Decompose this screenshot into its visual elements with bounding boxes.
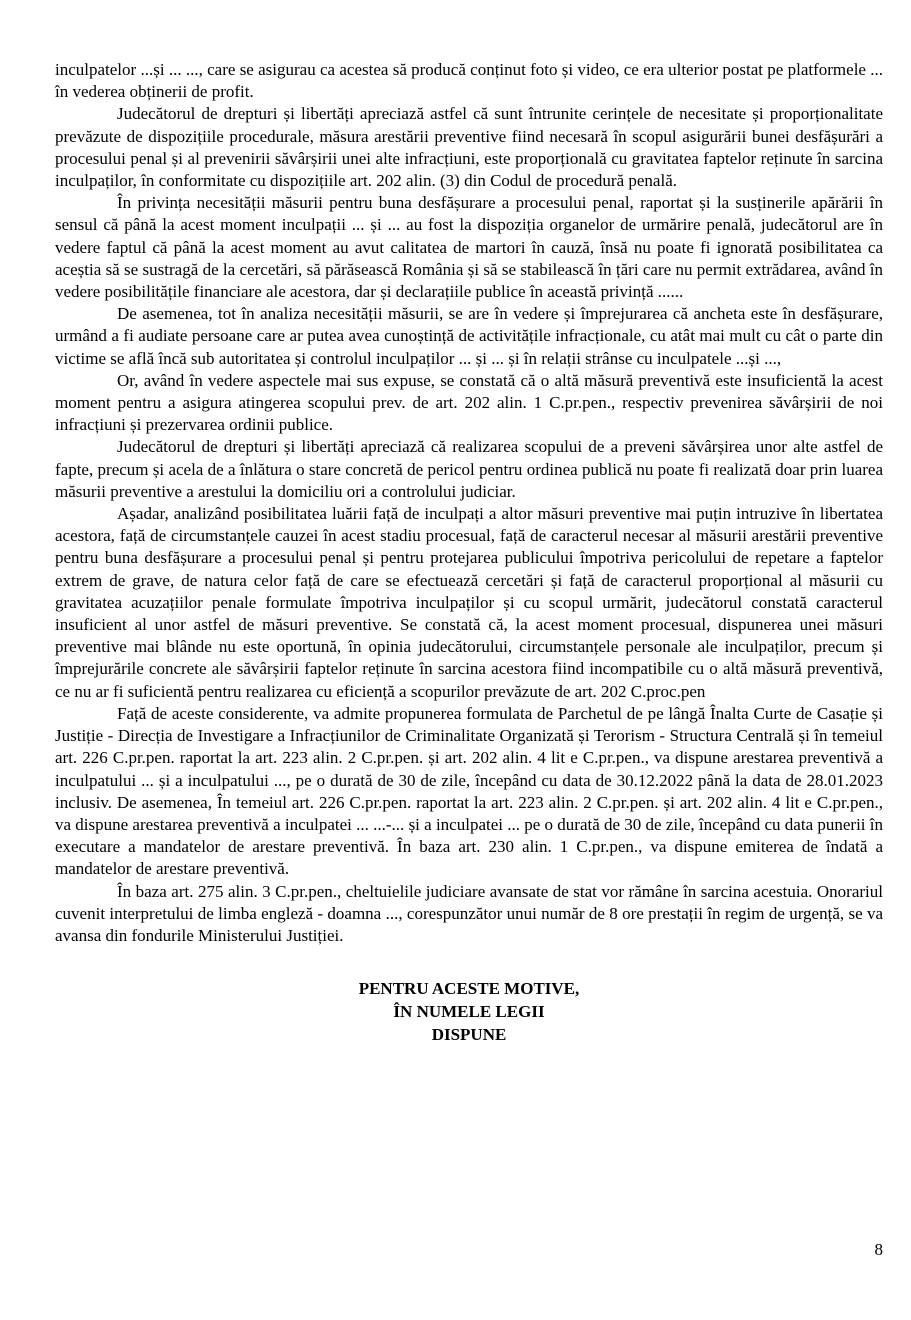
- heading-line-2: ÎN NUMELE LEGII: [393, 1002, 545, 1022]
- paragraph-9: În baza art. 275 alin. 3 C.pr.pen., cheltuielile judiciare avansate de stat vor rămâne în sarcina acestuia. Onorariul cuvenit interpretului de limba engleză - doamna ..., corespunzător unui număr de 8 ore prestații în regim de urgență, se va avansa din fondurile Ministerului Justiției.: [55, 881, 883, 945]
- dispositive-heading: [55, 977, 883, 1046]
- paragraph-1: inculpatelor ...și ... ..., care se asigurau ca acestea să producă conținut foto și video, ce era ulterior postat pe platformele ... în vederea obținerii de profit.: [55, 60, 883, 102]
- document-body: [55, 59, 883, 1046]
- paragraph-8: Față de aceste considerente, va admite propunerea formulata de Parchetul de pe lângă Înalta Curte de Casație și Justiție - Direcția de Investigare a Infracțiunilor de Criminalitate Organizată și Terorism - Structura Centrală și în temeiul art. 226 C.pr.pen. raportat la art. 223 alin. 2 C.pr.pen. și art. 202 alin. 4 lit e C.pr.pen., va dispune arestarea preventivă a inculpatului ... și a inculpatului ..., pe o durată de 30 de zile, începând cu data de 30.12.2022 până la data de 28.01.2023 inclusiv. De asemenea, În temeiul art. 226 C.pr.pen. raportat la art. 223 alin. 2 C.pr.pen. și art. 202 alin. 4 lit e C.pr.pen., va dispune arestarea preventivă a inculpatei ... ...-... și a inculpatei ... pe o durată de 30 de zile, începând cu data punerii în executare a mandatelor de arestare preventivă. În baza art. 230 alin. 1 C.pr.pen., va dispune emiterea de îndată a mandatelor de arestare preventivă.: [55, 703, 883, 879]
- paragraph-5: Or, având în vedere aspectele mai sus expuse, se constată că o altă măsură preventivă este insuficientă la acest moment pentru a asigura atingerea scopului prev. de art. 202 alin. 1 C.pr.pen., respectiv prevenirea săvârșirii de noi infracțiuni și prezervarea ordinii publice.: [55, 370, 883, 435]
- heading-line-1: PENTRU ACESTE MOTIVE,: [358, 979, 580, 999]
- page-number: 8: [874, 1240, 883, 1259]
- paragraph-7: Așadar, analizând posibilitatea luării față de inculpați a altor măsuri preventive mai puțin intruzive în libertatea acestora, față de circumstanțele cauzei în acest stadiu procesual, față de caracterul necesar al măsurii arestării preventive pentru buna desfășurare a procesului penal și pentru protejarea publicului împotriva pericolului de repetare a faptelor extrem de grave, de natura celor față de care se efectuează cercetări și față de caracterul proporțional al măsurii cu gravitatea acuzațiilor penale formulate împotriva inculpaților și cu scopul urmărit, judecătorul constată caracterul insuficient al unor astfel de măsuri preventive. Se constată că, la acest moment procesual, dispunerea unei măsuri preventive mai blânde nu este oportună, în opinia judecătorului, circumstanțele personale ale inculpaților, precum și împrejurările concrete ale săvârșirii faptelor reținute în sarcina acestora fiind incompatibile cu o altă măsură preventivă, ce nu ar fi suficientă pentru realizarea cu eficiență a scopurilor prevăzute de art. 202 C.proc.pen: [55, 504, 883, 701]
- paragraph-3: În privința necesității măsurii pentru buna desfășurare a procesului penal, raportat și la susținerile apărării în sensul că până la acest moment inculpații ... și ... au fost la dispoziția organelor de urmărire penală, judecătorul are în vedere faptul că până la acest moment au avut calitatea de martori în cauză, însă nu poate fi ignorată posibilitatea ca aceștia să se sustragă de la cercetări, să părăsească România și să se stabilească în țări care nu permit extrădarea, având în vedere posibilitățile financiare ale acestora, dar și declarațiile publice în această privință ......: [55, 193, 883, 302]
- paragraph-2: Judecătorul de drepturi și libertăți apreciază astfel că sunt întrunite cerințele de necesitate și proporționalitate prevăzute de dispozițiile procedurale, măsura arestării preventive fiind necesară în scopul asigurării bunei desfășurări a procesului penal și al prevenirii săvârșirii unei alte infracțiuni, este proporțională cu gravitatea faptelor reținute în sarcina inculpaților, în conformitate cu dispozițiile art. 202 alin. (3) din Codul de procedură penală.: [55, 104, 883, 191]
- paragraph-4: De asemenea, tot în analiza necesității măsurii, se are în vedere și împrejurarea că ancheta este în desfășurare, urmând a fi audiate persoane care ar putea avea cunoștință de activitățile infracționale, cu atât mai mult cu cât o parte din victime se află încă sub autoritatea și controlul inculpaților ... și ... și în relații strânse cu inculpatele ...și ...,: [55, 304, 883, 368]
- paragraph-6: Judecătorul de drepturi și libertăți apreciază că realizarea scopului de a preveni săvârșirea unor alte astfel de fapte, precum și acela de a înlătura o stare concretă de pericol pentru ordinea publică nu poate fi realizată doar prin luarea măsurii preventive a arestului la domiciliu ori a controlului judiciar.: [55, 437, 883, 501]
- heading-line-3: DISPUNE: [431, 1025, 507, 1045]
